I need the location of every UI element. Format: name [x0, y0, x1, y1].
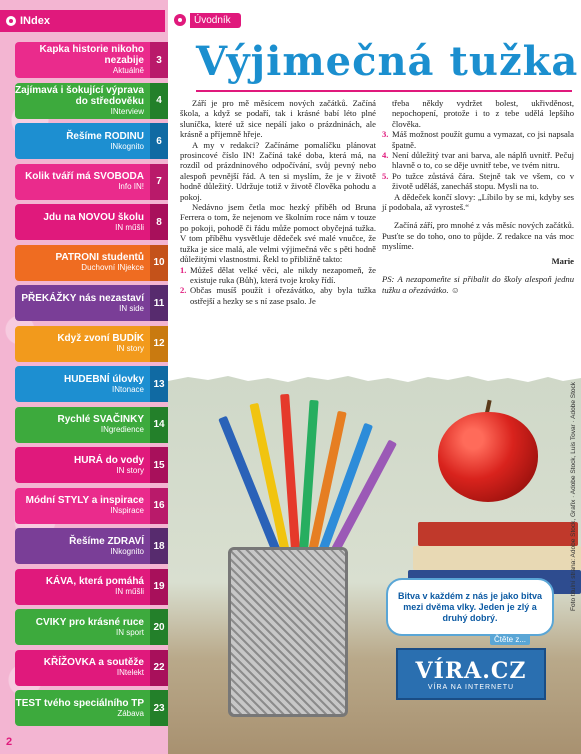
toc-box: [15, 366, 150, 402]
toc-box: [15, 83, 150, 119]
toc-item[interactable]: [0, 650, 168, 686]
list-item: 5. Po tužce zůstává čára. Stejně tak ve všem, co v životě uděláš, zanecháš stopu. Mysli na to.: [382, 170, 574, 192]
toc-item[interactable]: [0, 488, 168, 524]
toc-page-number: 8: [150, 204, 168, 240]
toc-item[interactable]: [0, 690, 168, 726]
toc-section: INspirace: [110, 506, 144, 515]
toc-box: [15, 326, 150, 362]
toc-box: [15, 285, 150, 321]
vira-logo: VÍRA.CZ: [415, 657, 527, 684]
toc-box: [15, 609, 150, 645]
toc-title: KÁVA, která pomáhá: [45, 576, 144, 587]
toc-box: [15, 650, 150, 686]
toc-section: INkognito: [110, 546, 144, 556]
toc-page-number: 13: [150, 366, 168, 402]
toc-section: INtonace: [111, 384, 144, 394]
toc-title: Zajímavá i šokující výprava do středověku: [15, 84, 144, 107]
pencils-apple-photo: [168, 372, 581, 754]
toc-title: KŘÍŽOVKA a soutěže: [43, 657, 144, 668]
toc-box: [15, 204, 150, 240]
toc-item[interactable]: [0, 83, 168, 119]
paragraph: A dědeček končí slovy: „Líbilo by se mi, kdyby ses jí podobala, až vyrosteš.“: [382, 191, 574, 213]
book: [418, 522, 578, 546]
list-item: 3. Máš možnost použít gumu a vymazat, co jsi napsala špatně.: [382, 129, 574, 150]
toc-box: [15, 488, 150, 524]
toc-page-number: 22: [150, 650, 168, 686]
editorial-article: [168, 0, 581, 754]
toc-box: [15, 164, 150, 200]
toc-title: Řešíme RODINU: [66, 130, 144, 142]
paragraph: Nedávno jsem četla moc hezký příběh od Bruna Ferrera o tom, že nejenom ve školním roce nám v touze po pokoji, pohodě či řádu může pomoct obyčejná tužka. V tom příběhu vysvětluje dědeček své malé vnučce, že tužka je sice malá, ale velmi výjimečná věc s pěti hodně důležitými vlastnostmi. Řekl to přibližně takto:: [180, 202, 376, 265]
toc-title: CVIKY pro krásné ruce: [35, 616, 144, 628]
toc-item[interactable]: [0, 123, 168, 159]
paragraph: A my v redakci? Začínáme pomalíčku plánovat prosincové číslo IN! Začíná také doba, která má, na rozdíl od prázdninového odpočívání, svůj pevný nebo alespoň pevnější řád. A ten si myslím, že je v životě hodně důležitý. Udržuje totiž v životě člověka pohodu a pokoj.: [180, 139, 376, 202]
toc-page-number: 18: [150, 528, 168, 564]
toc-page-number: 14: [150, 407, 168, 443]
photo-credit: Foto titulní strana: Adobe Stock, Grafix · Adobe Stock, Luis Tovar · Adobe Stock: [570, 382, 577, 611]
toc-section: INkognito: [110, 141, 144, 151]
toc-section: Info IN!: [118, 182, 144, 191]
toc-section: IN műšli: [115, 222, 144, 232]
toc-title: Kolik tváří má SVOBODA: [25, 171, 144, 182]
toc-item[interactable]: [0, 245, 168, 281]
page-number: 2: [6, 736, 13, 748]
toc-section: INterview: [110, 106, 144, 116]
title-divider: [196, 90, 572, 92]
index-tab: [0, 10, 165, 32]
toc-section: IN story: [116, 344, 144, 353]
list-item: 1. Můžeš dělat velké věci, ale nikdy nezapomeň, že existuje ruka (Bůh), která tvoje kroky řídí.: [180, 264, 376, 285]
pencil-holder: [228, 547, 348, 717]
toc-page-number: 11: [150, 285, 168, 321]
toc-section: IN műšli: [115, 587, 144, 596]
toc-box: [15, 123, 150, 159]
toc-title: PATRONI studentů: [55, 252, 144, 263]
toc-page-number: 19: [150, 569, 168, 605]
toc-page-number: 16: [150, 488, 168, 524]
toc-item[interactable]: [0, 569, 168, 605]
paragraph: Září je pro mě měsícem nových začátků. Začíná škola, a když se podaří, tak i krásné babí léto plné sluníčka, které už sice nepálí jako o prázdninách, ale krásně a příjemně hřeje.: [180, 98, 376, 140]
book: [413, 546, 581, 570]
toc-title: Rychlé SVAČINKY: [57, 414, 144, 425]
postscript: PS: A nezapomeňte si přibalit do školy alespoň jednu tužku a ořezávátko. ☺: [382, 274, 574, 295]
toc-title: TEST tvého speciálního TP: [15, 697, 144, 709]
toc-section: IN sport: [115, 627, 144, 637]
toc-section: Duchovní INjekce: [81, 263, 144, 272]
article-column-1: [180, 98, 376, 306]
toc-item[interactable]: [0, 42, 168, 78]
toc-section: IN side: [119, 303, 144, 313]
paragraph: třeba někdy vydržet bolest, ukřivděnost, nepochopení, protože i to z tebe udělá lepšího člověka.: [392, 98, 574, 129]
toc-box: [15, 569, 150, 605]
article-column-2: [382, 98, 574, 295]
index-sidebar: [0, 0, 168, 754]
toc-title: HURÁ do vody: [74, 454, 144, 466]
pencil-qualities-list: [382, 129, 574, 191]
toc-section: INgredience: [100, 425, 144, 434]
toc-item[interactable]: [0, 285, 168, 321]
toc-section: Zábava: [117, 708, 144, 718]
toc-title: Kapka historie nikoho nezabije: [39, 44, 144, 66]
toc-title: Když zvoní BUDÍK: [57, 333, 144, 344]
toc-item[interactable]: [0, 528, 168, 564]
toc-page-number: 12: [150, 326, 168, 362]
bullet-icon: [174, 14, 186, 26]
rubric-tag: [174, 10, 241, 30]
pencil-qualities-list: [180, 265, 376, 307]
index-tab-label: INdex: [20, 15, 50, 27]
toc-page-number: 6: [150, 123, 168, 159]
rubric-label: Úvodník: [190, 13, 241, 28]
toc-section: INtelekt: [116, 668, 144, 677]
toc-item[interactable]: [0, 447, 168, 483]
quote-bubble: Bitva v každém z nás je jako bitva mezi dvěma vlky. Jeden je zlý a druhý dobrý.: [386, 578, 554, 636]
vira-tagline: VÍRA NA INTERNETU: [427, 683, 515, 691]
toc-page-number: 20: [150, 609, 168, 645]
toc-section: Aktuálně: [112, 66, 144, 75]
torn-edge: [168, 372, 581, 384]
toc-page-number: 15: [150, 447, 168, 483]
toc-title: PŘEKÁŽKY nás nezastaví: [21, 292, 144, 304]
read-more-label: Čtěte z...: [490, 634, 530, 645]
toc-title: Módní STYLY a inspirace: [25, 495, 144, 506]
toc-page-number: 7: [150, 164, 168, 200]
toc-box: [15, 447, 150, 483]
list-item: 2. Občas musíš použít i ořezávátko, aby byla tužka ostřejší a hezky se s ní zase psalo. Je: [180, 285, 376, 306]
toc-box: [15, 245, 150, 281]
paragraph: Začíná září, pro mnohé z vás měsíc nových začátků. Pusťte se do toho, ono to půjde. Z redakce na vás moc myslíme.: [382, 220, 574, 252]
toc-item[interactable]: [0, 204, 168, 240]
toc-title: Řešíme ZDRAVÍ: [69, 535, 144, 547]
toc-box: [15, 690, 150, 726]
toc-box: [15, 528, 150, 564]
toc-item[interactable]: [0, 326, 168, 362]
bullet-icon: [6, 16, 16, 26]
toc-page-number: 3: [150, 42, 168, 78]
author-signature: Marie: [551, 255, 574, 266]
toc-title: Jdu na NOVOU školu: [43, 211, 144, 223]
toc-page-number: 4: [150, 83, 168, 119]
toc-item[interactable]: [0, 407, 168, 443]
toc-page-number: 10: [150, 245, 168, 281]
toc-title: HUDEBNÍ úlovky: [63, 373, 144, 385]
toc-item[interactable]: [0, 609, 168, 645]
toc-item[interactable]: [0, 164, 168, 200]
vira-cz-banner[interactable]: [396, 648, 546, 700]
list-item: 4. Není důležitý tvar ani barva, ale náplň uvnitř. Pečuj hlavně o to, co se děje uvnitř tebe, ve tvém nitru.: [382, 150, 574, 171]
toc-box: [15, 42, 150, 78]
article-title: Výjimečná tužka: [196, 38, 579, 85]
toc-page-number: 23: [150, 690, 168, 726]
toc-item[interactable]: [0, 366, 168, 402]
toc-box: [15, 407, 150, 443]
apple: [438, 412, 538, 502]
toc-section: IN story: [116, 465, 144, 475]
